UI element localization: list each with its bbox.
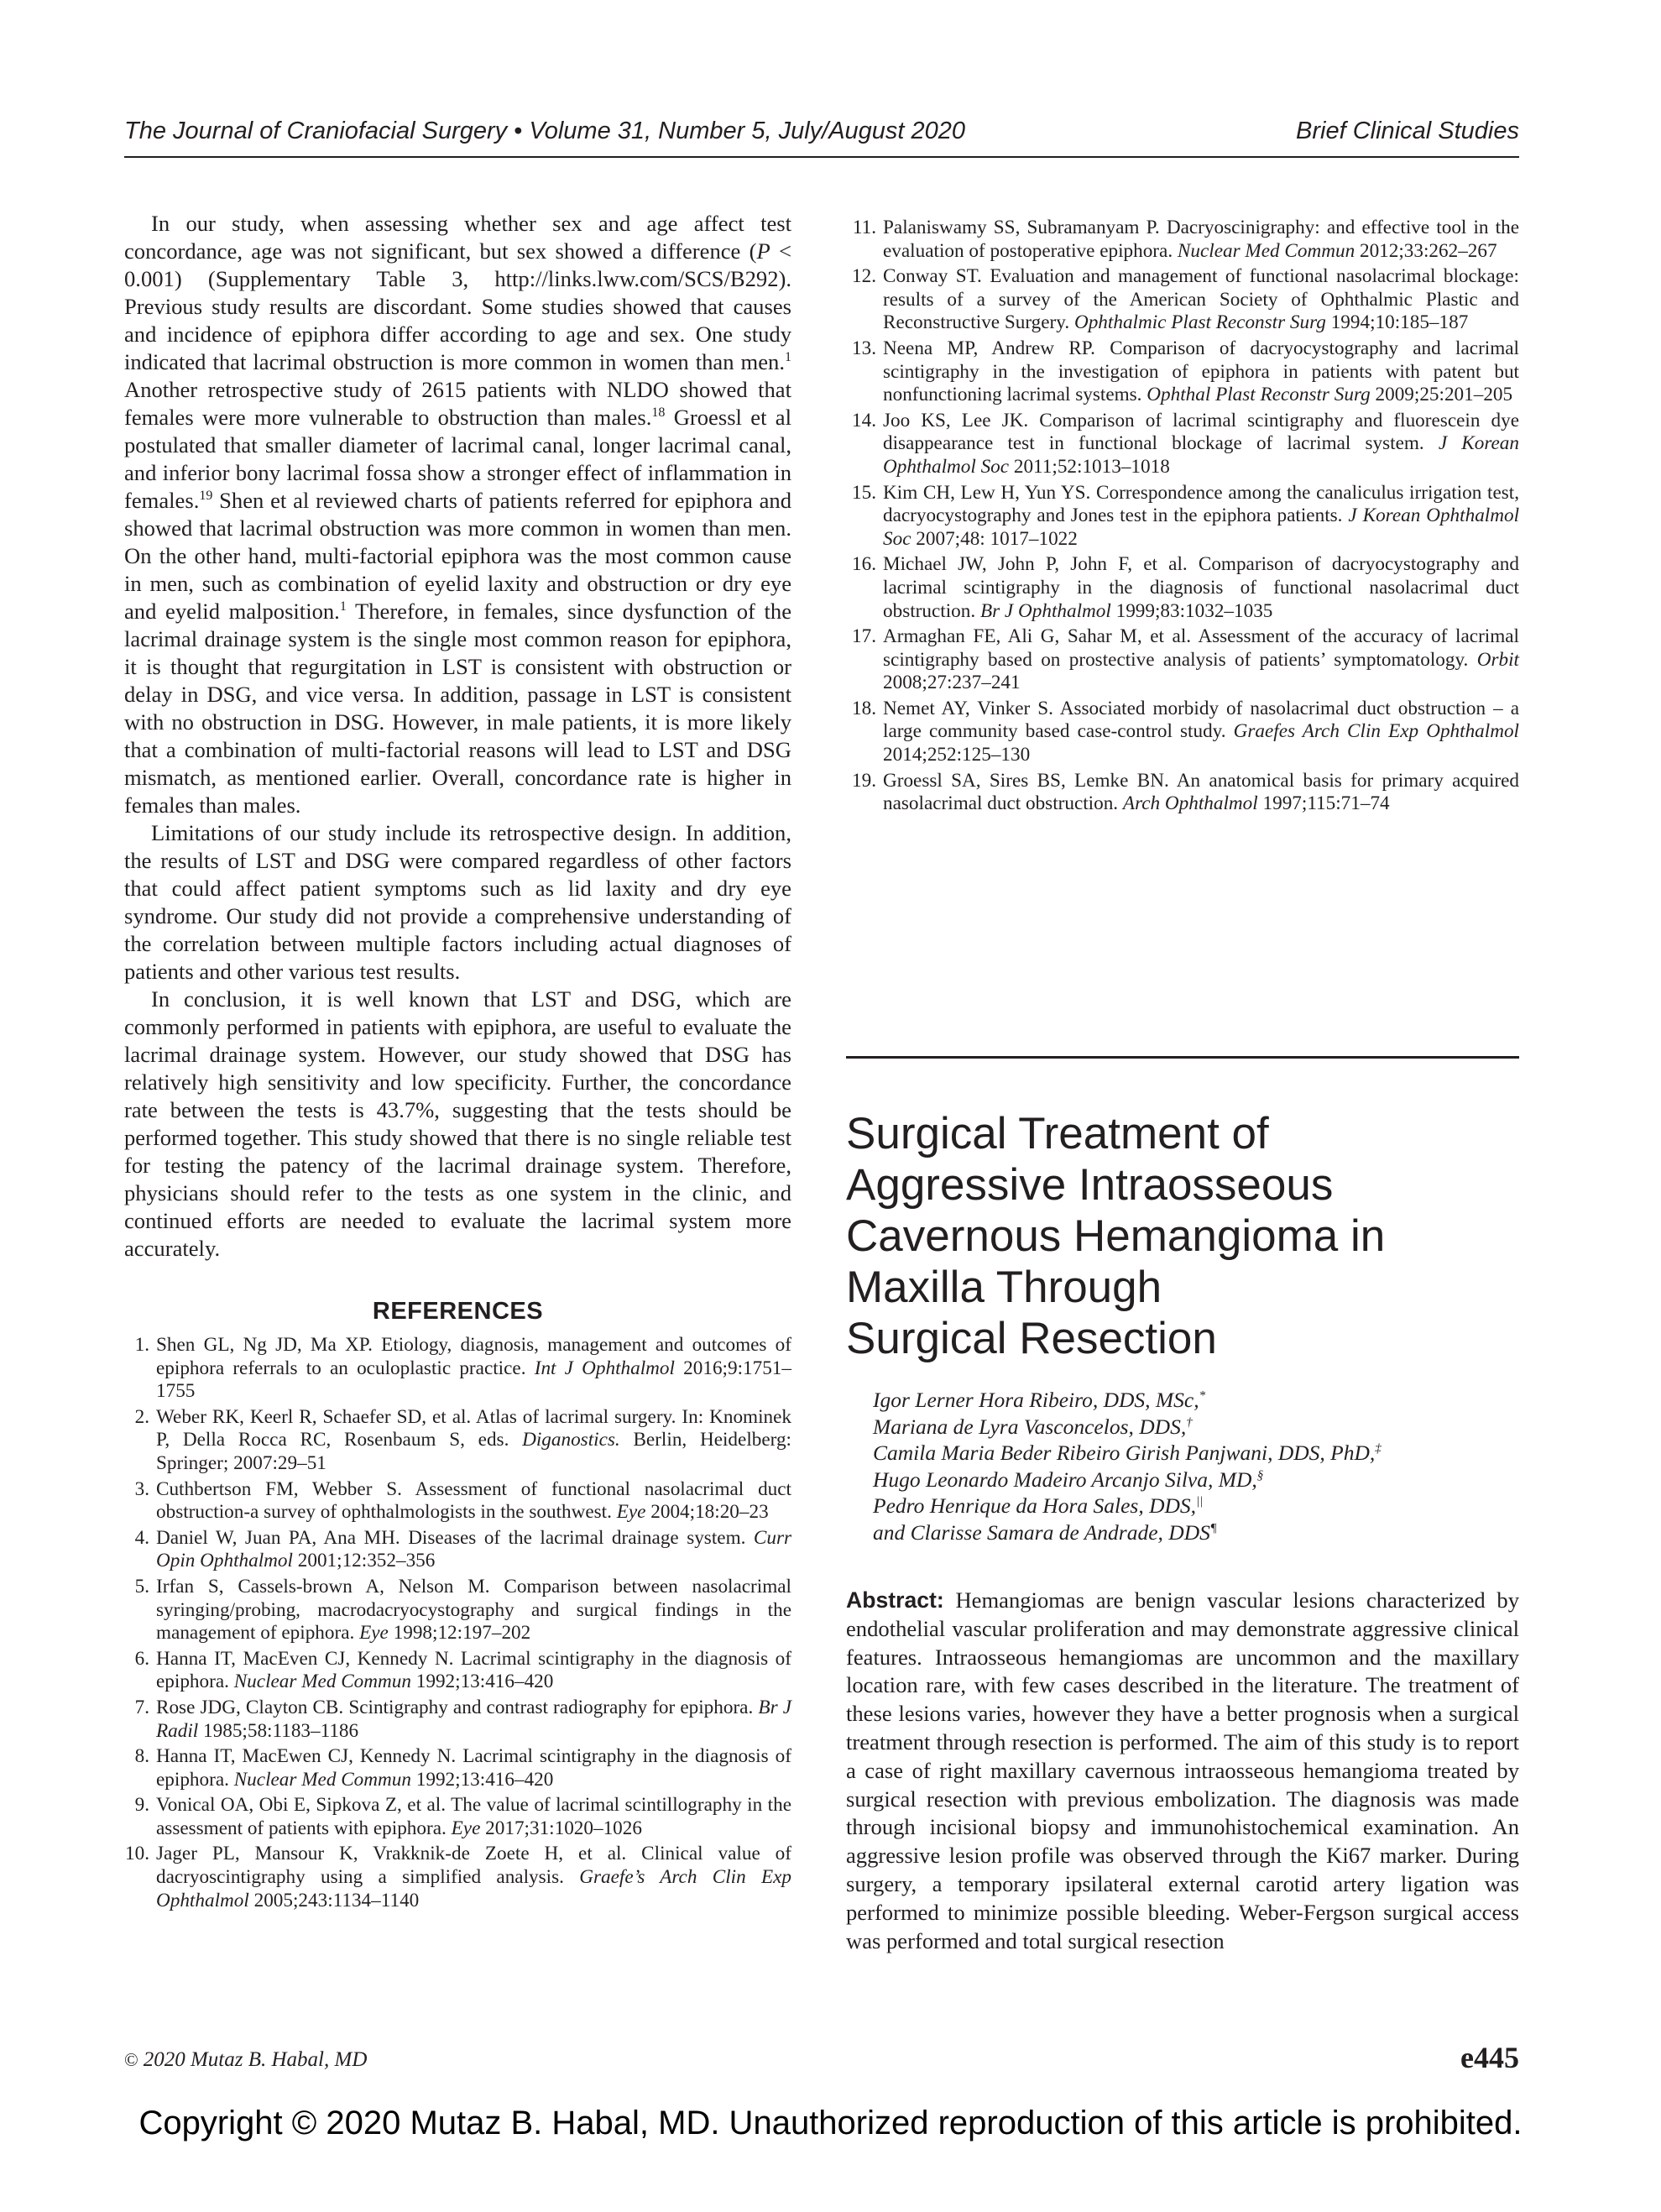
reference-item	[124, 1843, 791, 1912]
reference-text	[883, 265, 1519, 333]
reference-text: Vonical OA, Obi E, Sipkova Z, et al. The value of lacrimal scintillography in the assessment of patients with epiphora.	[156, 1794, 791, 1839]
reference-italic: Graefe’s Arch Clin Exp Ophthalmol	[156, 1866, 792, 1911]
reference-text	[156, 1576, 791, 1644]
reference-number: 12.	[852, 265, 876, 288]
reference-text: 1998;12:197–202	[388, 1622, 531, 1645]
reference-text: 1992;13:416–420	[410, 1768, 554, 1791]
reference-text: 2012;33:262–267	[1355, 239, 1497, 262]
reference-number: 1.	[134, 1334, 149, 1356]
reference-italic: Nuclear Med Commun	[233, 1671, 411, 1693]
reference-number: 7.	[134, 1696, 149, 1718]
reference-text: Daniel W, Juan PA, Ana MH. Diseases of the lacrimal drainage system.	[156, 1526, 754, 1549]
volume-info: Volume 31, Number 5, July/August 2020	[529, 118, 966, 144]
reference-item	[124, 1478, 791, 1524]
author-entry	[873, 1414, 1519, 1441]
reference-item	[124, 1334, 791, 1404]
reference-number: 10.	[125, 1843, 149, 1865]
reference-item	[124, 1697, 791, 1743]
author-entry	[873, 1519, 1519, 1546]
body-paragraph	[124, 819, 791, 986]
reference-italic: Graefes Arch Clin Exp Ophthalmol	[1233, 720, 1519, 743]
reference-item	[124, 1527, 791, 1573]
copyright-symbol: ©	[124, 2049, 138, 2070]
reference-text: Berlin, Heidelberg: Springer; 2007:29–51	[156, 1429, 791, 1474]
reference-item	[846, 337, 1519, 407]
author-name: Mariana de Lyra Vasconcelos, DDS,	[873, 1414, 1187, 1439]
reference-item	[846, 217, 1519, 263]
reference-text: 1994;10:185–187	[1325, 311, 1469, 334]
reference-italic: Br J Ophthalmol	[979, 599, 1111, 622]
reference-italic: Eye	[616, 1501, 646, 1524]
reference-number: 11.	[852, 217, 876, 238]
reference-text: Palaniswamy SS, Subramanyam P. Dacryoscinigraphy: and effective tool in the evaluation of postoperative epiphora.	[883, 217, 1519, 262]
title-line: Cavernous Hemangioma in	[846, 1211, 1386, 1261]
reference-item	[124, 1745, 791, 1791]
reference-text: Cuthbertson FM, Webber S. Assessment of functional nasolacrimal duct obstruction-a survey of ophthalmologists in the southwest.	[156, 1477, 791, 1524]
author-entry	[873, 1387, 1519, 1414]
reference-text	[156, 1478, 791, 1524]
reference-number: 17.	[852, 625, 876, 648]
reference-number: 3.	[134, 1477, 149, 1500]
reference-text: 2001;12:352–356	[292, 1550, 436, 1572]
reference-item	[124, 1794, 791, 1840]
reference-italic: J Korean Ophthalmol Soc	[883, 505, 1520, 550]
reference-item	[846, 265, 1519, 335]
citation-superscript: 1	[785, 350, 791, 365]
reference-text	[156, 1334, 791, 1402]
reference-text	[156, 1406, 791, 1474]
reference-italic: Ophthal Plast Reconstr Surg	[1147, 384, 1371, 406]
author-name: and Clarisse Samara de Andrade, DDS	[873, 1519, 1210, 1545]
discussion-paragraphs	[124, 210, 791, 1263]
reference-item	[846, 698, 1519, 767]
reference-number: 8.	[134, 1745, 149, 1768]
affiliation-mark: ||	[1196, 1494, 1204, 1509]
bullet-separator: •	[514, 118, 523, 144]
author-entry	[873, 1493, 1519, 1519]
reference-italic: Diganostics.	[522, 1429, 620, 1451]
reference-text	[883, 770, 1519, 815]
reference-text: Rose JDG, Clayton CB. Scintigraphy and contrast radiography for epiphora.	[156, 1696, 759, 1718]
reference-item	[124, 1576, 791, 1645]
journal-name: The Journal of Craniofacial Surgery	[124, 118, 508, 144]
reference-text: Irfan S, Cassels-brown A, Nelson M. Comparison between nasolacrimal syringing/probing, macrodacryocystography and surgical findings in the management of epiphora.	[156, 1575, 791, 1645]
references-heading: REFERENCES	[372, 1298, 544, 1325]
reference-number: 13.	[852, 337, 876, 359]
reference-number: 16.	[852, 553, 876, 576]
body-text: Another retrospective study of 2615 patients with NLDO showed that females were more vulnerable to obstruction than males.	[124, 377, 791, 430]
title-line: Surgical Treatment of	[846, 1109, 1269, 1158]
footer-copyright	[124, 2048, 367, 2072]
body-text: In conclusion, it is well known that LST and DSG, which are commonly performed in patients with epiphora, are useful to evaluate the lacrimal drainage system. However, our study showed that DSG has relatively high sensitivity and low specificity. Further, the concordance rate between the tests is 43.7%, suggesting that the tests should be performed together. This study showed that there is no single reliable test for testing the patency of the lacrimal drainage system. Therefore, physicians should refer to the tests as one system in the clinic, and continued efforts are needed to evaluate the lacrimal system more accurately.	[124, 986, 791, 1261]
body-paragraph	[124, 210, 791, 819]
reference-text: 2008;27:237–241	[883, 672, 1021, 694]
citation-superscript: 19	[199, 489, 213, 504]
reference-text	[883, 698, 1519, 766]
section-name: Brief Clinical Studies	[1296, 118, 1519, 144]
article-title	[846, 1108, 1519, 1364]
reference-italic: Br J Radil	[156, 1696, 792, 1742]
body-paragraph	[124, 986, 791, 1263]
reference-text	[883, 337, 1519, 405]
reference-text	[883, 482, 1519, 550]
reference-text: 1997;115:71–74	[1257, 792, 1390, 815]
reference-italic: Curr Opin Ophthalmol	[156, 1526, 791, 1572]
affiliation-mark: †	[1186, 1415, 1193, 1429]
reference-number: 15.	[852, 481, 876, 504]
reference-italic: Nuclear Med Commun	[1177, 239, 1355, 262]
reference-text: 1999;83:1032–1035	[1110, 599, 1273, 622]
title-line: Surgical Resection	[846, 1314, 1217, 1363]
reference-item	[124, 1406, 791, 1476]
affiliation-mark: ¶	[1209, 1521, 1217, 1535]
reference-text	[156, 1697, 791, 1742]
reference-text: Shen GL, Ng JD, Ma XP. Etiology, diagnosis, management and outcomes of epiphora referrals to an oculoplastic practice.	[156, 1334, 791, 1379]
author-entry	[873, 1467, 1519, 1493]
copyright-holder: 2020 Mutaz B. Habal, MD	[143, 2048, 368, 2071]
page-number: e445	[1460, 2041, 1519, 2074]
reference-text: 2007;48: 1017–1022	[911, 527, 1078, 550]
reference-text	[156, 1843, 791, 1911]
reference-item	[124, 1648, 791, 1694]
reference-number: 4.	[134, 1526, 149, 1549]
reference-item	[846, 410, 1519, 479]
reference-italic: Eye	[451, 1817, 481, 1839]
reference-number: 9.	[134, 1794, 149, 1817]
reference-item	[846, 553, 1519, 623]
abstract-text: Hemangiomas are benign vascular lesions characterized by endothelial vascular proliferation and may demonstrate aggressive clinical features. Intraosseous hemangiomas are uncommon and the maxillary location rare, with few cases described in the literature. The treatment of these lesions varies, however they have a better prognosis when a surgical treatment through resection is performed. The aim of this study is to report a case of right maxillary cavernous intraosseous hemangioma treated by surgical resection with previous embolization. The diagnosis was made through incisional biopsy and immunohistochemical examination. An aggressive lesion profile was observed through the Ki67 marker. During surgery, a temporary ipsilateral external carotid artery ligation was performed to minimize possible bleeding. Weber-Fergson surgical access was performed and total surgical resection	[846, 1587, 1519, 1953]
body-text: In our study, when assessing whether sex and age affect test concordance, age was not significant, but sex showed a difference (	[124, 211, 791, 264]
reference-text: Hanna IT, MacEwen CJ, Kennedy N. Lacrimal scintigraphy in the diagnosis of epiphora.	[156, 1745, 791, 1791]
affiliation-mark: §	[1256, 1468, 1264, 1482]
reference-list-right	[846, 217, 1519, 816]
reference-text	[156, 1527, 791, 1572]
reference-number: 5.	[134, 1575, 149, 1598]
reference-text: Kim CH, Lew H, Yun YS. Correspondence among the canaliculus irrigation test, dacryocystography and Jones test in the epiphora patients.	[883, 481, 1519, 527]
author-list	[873, 1387, 1519, 1545]
reference-number: 2.	[134, 1405, 149, 1428]
reference-list-left	[124, 1334, 791, 1912]
body-text: Shen et al reviewed charts of patients referred for epiphora and showed that lacrimal obstruction was more common in women than men. On the other hand, multi-factorial epiphora was the most common cause in men, such as combination of eyelid laxity and obstruction or dry eye and eyelid malposition.	[124, 488, 791, 624]
left-column	[124, 210, 791, 1915]
reference-number: 18.	[852, 697, 876, 719]
reference-text: Groessl SA, Sires BS, Lemke BN. An anatomical basis for primary acquired nasolacrimal duct obstruction.	[883, 769, 1519, 815]
author-name: Pedro Henrique da Hora Sales, DDS,	[873, 1493, 1197, 1518]
reference-number: 19.	[852, 769, 876, 792]
affiliation-mark: ‡	[1375, 1441, 1382, 1456]
citation-superscript: 1	[339, 599, 347, 614]
reference-text: Michael JW, John P, John F, et al. Comparison of dacryocystography and lacrimal scintigraphy in the diagnosis of functional nasolacrimal duct obstruction.	[883, 553, 1519, 622]
reference-text: 2014;252:125–130	[883, 744, 1031, 766]
reference-text	[883, 625, 1519, 693]
reference-text: 2011;52:1013–1018	[1009, 455, 1170, 478]
body-text: Groessl et al postulated that smaller diameter of lacrimal canal, longer lacrimal canal, and inferior bony lacrimal fossa show a stronger effect of inflammation in females.	[124, 405, 791, 513]
body-italic: P	[756, 238, 770, 264]
reference-text: Hanna IT, MacEven CJ, Kennedy N. Lacrimal scintigraphy in the diagnosis of epiphora.	[156, 1647, 791, 1693]
citation-superscript: 18	[651, 405, 666, 421]
reference-text: 2009;25:201–205	[1370, 384, 1513, 406]
reference-text: Neena MP, Andrew RP. Comparison of dacryocystography and lacrimal scintigraphy in the investigation of epiphora in patients with patent but nonfunctioning lacrimal systems.	[883, 337, 1519, 406]
reference-number: 6.	[134, 1647, 149, 1670]
reference-italic: Int J Ophthalmol	[534, 1357, 675, 1379]
affiliation-mark: *	[1199, 1388, 1206, 1403]
reference-text: 2004;18:20–23	[645, 1501, 769, 1524]
abstract-label: Abstract:	[846, 1587, 944, 1613]
header-rule	[124, 156, 1519, 158]
reference-italic: Orbit	[1476, 648, 1519, 671]
article-divider-rule	[846, 1056, 1519, 1059]
right-column	[846, 217, 1519, 818]
reference-text	[156, 1648, 791, 1693]
body-text: Limitations of our study include its retrospective design. In addition, the results of LST and DSG were compared regardless of other factors that could affect patient symptoms such as lid laxity and dry eye syndrome. Our study did not provide a comprehensive understanding of the correlation between multiple factors including actual diagnoses of patients and other various test results.	[124, 820, 791, 984]
reference-text: 2016;9:1751–1755	[156, 1357, 791, 1403]
reference-text	[883, 553, 1519, 621]
reference-text: Nemet AY, Vinker S. Associated morbidy of nasolacrimal duct obstruction – a large community based case-control study.	[883, 697, 1519, 743]
reference-text	[883, 410, 1519, 478]
reference-text	[156, 1794, 791, 1839]
title-line: Maxilla Through	[846, 1263, 1162, 1312]
reference-italic: Eye	[359, 1622, 389, 1645]
author-name: Igor Lerner Hora Ribeiro, DDS, MSc,	[873, 1388, 1199, 1412]
reference-item	[846, 770, 1519, 816]
reference-italic: Nuclear Med Commun	[233, 1768, 411, 1791]
reference-text: Armaghan FE, Ali G, Sahar M, et al. Assessment of the accuracy of lacrimal scintigraphy based on prostective analysis of patients’ symptomatology.	[883, 625, 1519, 671]
reference-number: 14.	[852, 409, 876, 431]
reference-text	[883, 217, 1519, 262]
running-head-journal-info	[124, 112, 965, 149]
reference-italic: Arch Ophthalmol	[1122, 792, 1258, 815]
reference-text: 2017;31:1020–1026	[480, 1817, 642, 1839]
reference-text: 1985;58:1183–1186	[198, 1719, 359, 1742]
body-text: Therefore, in females, since dysfunction of the lacrimal drainage system is the single most common reason for epiphora, it is thought that regurgitation in LST is consistent with obstruction or delay in DSG, and vice versa. In addition, passage in LST is consistent with no obstruction in DSG. However, in male patients, it is more likely that a combination of multi-factorial reasons will lead to LST and DSG mismatch, as mentioned earlier. Overall, concordance rate is higher in females than males.	[124, 599, 791, 818]
reference-text: Jager PL, Mansour K, Vrakknik-de Zoete H, et al. Clinical value of dacryoscintigraphy using a simplified analysis.	[156, 1843, 791, 1889]
reference-item	[846, 625, 1519, 695]
reference-italic: J Korean Ophthalmol Soc	[883, 432, 1519, 478]
author-entry	[873, 1440, 1519, 1467]
reference-text: 1992;13:416–420	[410, 1671, 554, 1693]
reference-text: Weber RK, Keerl R, Schaefer SD, et al. Atlas of lacrimal surgery. In: Knominek P, Della Rocca RC, Rosenbaum S, eds.	[156, 1405, 791, 1451]
body-text: < 0.001) (Supplementary Table 3, http://links.lww.com/SCS/B292). Previous study results are discordant. Some studies showed that causes and incidence of epiphora differ according to age and sex. One study indicated that lacrimal obstruction is more common in women than men.	[124, 238, 792, 374]
reference-text: Conway ST. Evaluation and management of functional nasolacrimal blockage: results of a survey of the American Society of Ophthalmic Plastic and Reconstructive Surgery.	[883, 265, 1519, 334]
reference-item	[846, 482, 1519, 552]
reference-text: 2005;243:1134–1140	[248, 1889, 420, 1911]
abstract	[846, 1587, 1519, 1955]
author-name: Hugo Leonardo Madeiro Arcanjo Silva, MD,	[873, 1467, 1257, 1492]
reference-text	[156, 1745, 791, 1791]
reference-italic: Ophthalmic Plast Reconstr Surg	[1073, 311, 1326, 334]
copyright-banner: Copyright © 2020 Mutaz B. Habal, MD. Unauthorized reproduction of this article is prohibited.	[138, 2105, 1523, 2141]
reference-text: Joo KS, Lee JK. Comparison of lacrimal scintigraphy and fluorescein dye disappearance test in functional blockage of lacrimal system.	[883, 409, 1519, 455]
title-line: Aggressive Intraosseous	[846, 1160, 1334, 1210]
running-head	[124, 112, 1519, 149]
author-name: Camila Maria Beder Ribeiro Girish Panjwani, DDS, PhD,	[873, 1441, 1376, 1465]
